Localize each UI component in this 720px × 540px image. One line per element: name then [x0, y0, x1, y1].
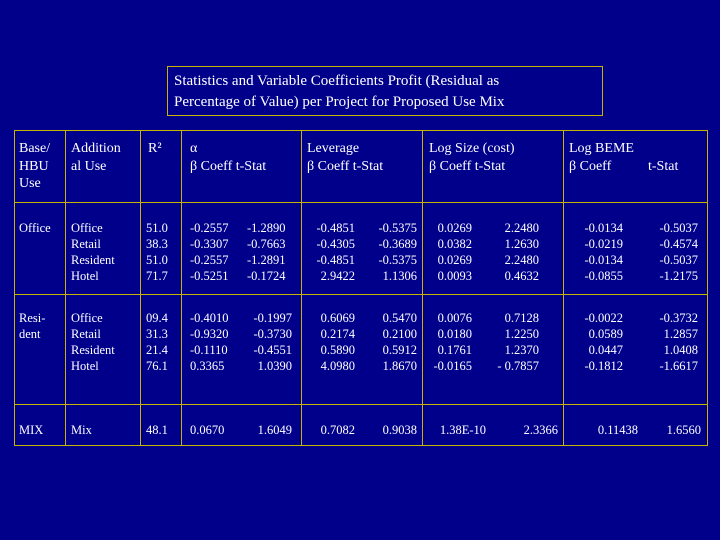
- grid-line: [14, 404, 708, 405]
- row-resident-base: Resi- dent: [19, 311, 46, 341]
- row-mix-uses: Mix: [71, 423, 92, 437]
- grid-line: [14, 294, 708, 295]
- row-mix-leverage-coef: 0.7082: [320, 423, 355, 437]
- grid-line: [14, 130, 708, 131]
- row-mix-alpha-coef: 0.0670: [190, 423, 225, 437]
- row-resident-logsize-coef: 0.0076 0.0180 0.1761 -0.0165: [433, 311, 472, 373]
- row-resident-logsize-tstat: 0.7128 1.2250 1.2370 - 0.7857: [497, 311, 539, 373]
- row-resident-alpha-tstat: -0.1997 -0.3730 -0.4551 1.0390: [253, 311, 292, 373]
- row-resident-logbeme-tstat: -0.3732 1.2857 1.0408 -1.6617: [659, 311, 698, 373]
- grid-line: [707, 130, 708, 446]
- row-mix-leverage-tstat: 0.9038: [382, 423, 417, 437]
- grid-line: [14, 445, 708, 446]
- row-office-logbeme-tstat: -0.5037 -0.4574 -0.5037 -1.2175: [659, 221, 698, 283]
- row-mix-alpha-tstat: 1.6049: [257, 423, 292, 437]
- row-office-base: Office: [19, 221, 51, 235]
- grid-line: [65, 130, 66, 446]
- row-mix-base: MIX: [19, 423, 44, 437]
- row-mix-logsize-tstat: 2.3366: [523, 423, 558, 437]
- header-alpha: α β Coeff t-Stat: [190, 141, 267, 174]
- row-mix-logbeme-coef: 0.11438: [597, 423, 638, 437]
- row-office-leverage-tstat: -0.5375 -0.3689 -0.5375 1.1306: [378, 221, 417, 283]
- grid-line: [422, 130, 423, 446]
- header-leverage: Leverage β Coeff t-Stat: [307, 141, 384, 174]
- row-resident-leverage-tstat: 0.5470 0.2100 0.5912 1.8670: [382, 311, 417, 373]
- row-resident-alpha-coef: -0.4010 -0.9320 -0.1110 0.3365: [190, 311, 229, 373]
- row-mix-logbeme-tstat: 1.6560: [666, 423, 701, 437]
- table-title: Statistics and Variable Coefficients Profit (Residual as Percentage of Value) per Project for Proposed Use Mix: [167, 66, 603, 116]
- grid-line: [14, 202, 708, 203]
- header-base: Base/ HBU Use: [19, 141, 51, 191]
- header-logbeme-tstat: t-Stat: [648, 158, 679, 174]
- row-office-uses: Office Retail Resident Hotel: [71, 221, 115, 283]
- row-office-r2: 51.0 38.3 51.0 71.7: [146, 221, 168, 283]
- row-office-alpha-tstat: -1.2890 -0.7663 -1.2891 -0.1724: [247, 221, 286, 283]
- row-resident-logbeme-coef: -0.0022 0.0589 0.0447 -0.1812: [584, 311, 623, 373]
- row-office-alpha-coef: -0.2557 -0.3307 -0.2557 -0.5251: [190, 221, 229, 283]
- row-office-logsize-coef: 0.0269 0.0382 0.0269 0.0093: [437, 221, 472, 283]
- row-resident-uses: Office Retail Resident Hotel: [71, 311, 115, 373]
- row-mix-logsize-coef: 1.38E-10: [439, 423, 486, 437]
- grid-line: [301, 130, 302, 446]
- header-logsize: Log Size (cost) β Coeff t-Stat: [429, 141, 515, 174]
- header-r2: R²: [148, 141, 162, 156]
- row-office-logsize-tstat: 2.2480 1.2630 2.2480 0.4632: [504, 221, 539, 283]
- grid-line: [140, 130, 141, 446]
- header-logbeme: Log BEME β Coeff: [569, 141, 634, 174]
- grid-line: [181, 130, 182, 446]
- row-mix-r2: 48.1: [146, 423, 168, 437]
- header-addition: Addition al Use: [71, 141, 121, 174]
- row-resident-leverage-coef: 0.6069 0.2174 0.5890 4.0980: [320, 311, 355, 373]
- results-table: [14, 130, 708, 446]
- row-office-logbeme-coef: -0.0134 -0.0219 -0.0134 -0.0855: [584, 221, 623, 283]
- row-office-leverage-coef: -0.4851 -0.4305 -0.4851 2.9422: [316, 221, 355, 283]
- grid-line: [563, 130, 564, 446]
- row-resident-r2: 09.4 31.3 21.4 76.1: [146, 311, 168, 373]
- grid-line: [14, 130, 15, 446]
